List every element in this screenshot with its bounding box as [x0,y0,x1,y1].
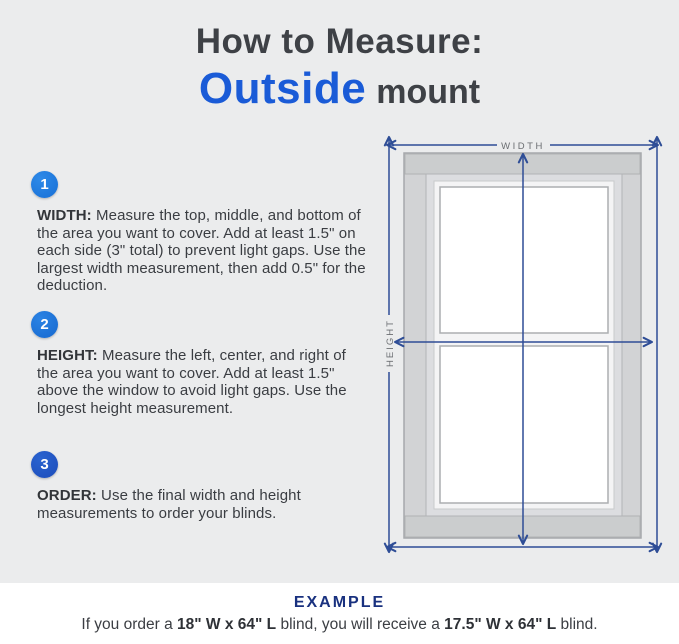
step-order-text [37,487,369,522]
example-footer [0,583,679,644]
step-order-label: ORDER: [37,487,97,504]
example-suffix: blind. [556,616,598,633]
example-sentence [0,616,679,634]
step-order-body: Use the final width and height measurements to order your blinds. [37,487,301,522]
step-width-body: Measure the top, middle, and bottom of the area you want to cover. Add at least 1.5" on each side (3" total) to prevent light gaps. Use the largest width measurement, then add 0.5" for the deduction. [37,207,366,294]
step-width [31,171,371,295]
width-dimension-label: WIDTH [501,141,545,152]
step-height-text [37,347,369,417]
window-pane-lower [440,346,608,503]
step-height [31,311,371,417]
window-pane-upper [440,187,608,333]
example-prefix: If you order a [81,616,178,633]
example-receive-size: 17.5" W x 64" L [444,616,557,633]
header [0,24,679,111]
example-middle: blind, you will receive a [276,616,445,633]
step-height-label: HEIGHT: [37,347,98,364]
step-number-badge: 2 [31,311,58,338]
step-height-body: Measure the left, center, and right of the area you want to cover. Add at least 1.5" above the window to avoid light gaps. Use the longest height measurement. [37,347,347,417]
mount-type-label: Outside [198,64,367,113]
step-number-badge: 1 [31,171,58,198]
step-order [31,451,371,522]
step-width-label: WIDTH: [37,207,92,224]
step-number-badge: 3 [31,451,58,478]
example-heading: EXAMPLE [293,594,386,611]
page-title: How to Measure: [195,22,484,61]
height-dimension-label: HEIGHT [385,319,396,367]
example-order-size: 18" W x 64" L [177,616,277,633]
page-subtitle [0,64,679,113]
mount-word-label: mount [376,73,481,111]
step-width-text [37,207,369,295]
window-measurement-diagram [374,125,674,595]
